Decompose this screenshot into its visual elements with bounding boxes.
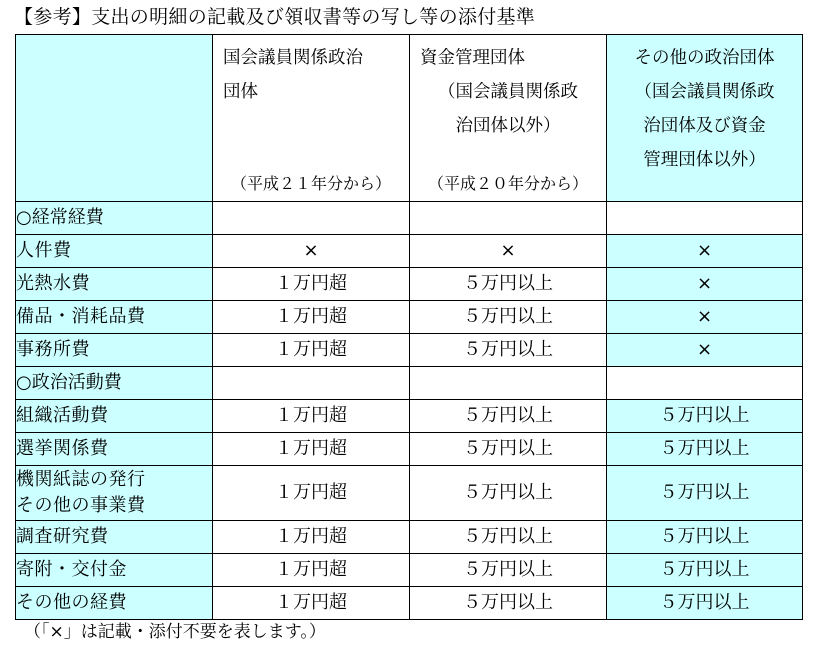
document-title: 【参考】支出の明細の記載及び領収書等の写し等の添付基準 — [14, 6, 536, 28]
value-cell: ５万円以上 — [410, 466, 607, 521]
section-label: ○政治活動費 — [16, 367, 213, 400]
table-row — [16, 433, 803, 466]
header-corner-cell — [16, 35, 213, 202]
table-row — [16, 301, 803, 334]
value-cell: ５万円以上 — [410, 301, 607, 334]
empty-cell — [410, 367, 607, 400]
value-cell: １万円超 — [213, 521, 410, 554]
value-cell: × — [607, 268, 803, 301]
column-header-line: 管理団体以外） — [643, 150, 766, 170]
value-cell: × — [607, 334, 803, 367]
row-label — [16, 466, 213, 521]
column-header-line: （国会議員関係政 — [634, 82, 775, 102]
value-cell: ５万円以上 — [607, 466, 803, 521]
column-header-note: （平成２０年分から） — [427, 174, 588, 193]
value-cell: １万円超 — [213, 587, 410, 620]
column-header-line: 国会議員関係政治 — [223, 48, 363, 68]
column-header-fund-management-groups — [410, 35, 607, 202]
row-label: 選挙関係費 — [16, 433, 213, 466]
column-header-line: 団体 — [223, 82, 258, 102]
value-cell: × — [410, 235, 607, 268]
criteria-table — [15, 34, 803, 620]
value-cell: ５万円以上 — [410, 521, 607, 554]
value-cell: ５万円以上 — [410, 268, 607, 301]
empty-cell — [213, 367, 410, 400]
value-cell: ５万円以上 — [607, 587, 803, 620]
empty-cell — [607, 202, 803, 235]
column-header-line: （国会議員関係政 — [438, 82, 578, 102]
column-header-other-political-groups — [607, 35, 803, 202]
table-row — [16, 334, 803, 367]
row-label-line: その他の事業費 — [16, 495, 146, 516]
table-row — [16, 587, 803, 620]
table-row — [16, 466, 803, 521]
section-row-political-activity-expenses — [16, 367, 803, 400]
column-header-line: 治団体以外） — [455, 116, 561, 136]
column-header-diet-member-groups — [213, 35, 410, 202]
value-cell: × — [607, 301, 803, 334]
section-row-ordinary-expenses — [16, 202, 803, 235]
row-label: 調査研究費 — [16, 521, 213, 554]
row-label-line: 機関紙誌の発行 — [16, 469, 146, 490]
value-cell: × — [607, 235, 803, 268]
value-cell: ５万円以上 — [607, 521, 803, 554]
row-label: 事務所費 — [16, 334, 213, 367]
value-cell: １万円超 — [213, 433, 410, 466]
value-cell: １万円超 — [213, 466, 410, 521]
value-cell: ５万円以上 — [410, 554, 607, 587]
table-row — [16, 554, 803, 587]
footnote: （「×」は記載・添付不要を表します。） — [24, 622, 326, 642]
empty-cell — [607, 367, 803, 400]
row-label: その他の経費 — [16, 587, 213, 620]
column-header-line: 治団体及び資金 — [643, 116, 766, 136]
value-cell: ５万円以上 — [410, 433, 607, 466]
value-cell: ５万円以上 — [410, 400, 607, 433]
column-header-line: その他の政治団体 — [634, 48, 775, 68]
value-cell: １万円超 — [213, 334, 410, 367]
row-label: 備品・消耗品費 — [16, 301, 213, 334]
row-label: 寄附・交付金 — [16, 554, 213, 587]
empty-cell — [213, 202, 410, 235]
table-row — [16, 521, 803, 554]
table-row — [16, 235, 803, 268]
row-label: 光熱水費 — [16, 268, 213, 301]
value-cell: ５万円以上 — [410, 587, 607, 620]
table-row — [16, 268, 803, 301]
value-cell: × — [213, 235, 410, 268]
value-cell: ５万円以上 — [607, 554, 803, 587]
column-header-note: （平成２１年分から） — [230, 174, 391, 193]
column-header-line: 資金管理団体 — [420, 48, 525, 68]
table-row — [16, 400, 803, 433]
value-cell: ５万円以上 — [410, 334, 607, 367]
value-cell: １万円超 — [213, 268, 410, 301]
section-label: ○経常経費 — [16, 202, 213, 235]
row-label: 組織活動費 — [16, 400, 213, 433]
value-cell: ５万円以上 — [607, 400, 803, 433]
row-label: 人件費 — [16, 235, 213, 268]
header-row — [16, 35, 803, 202]
value-cell: ５万円以上 — [607, 433, 803, 466]
empty-cell — [410, 202, 607, 235]
value-cell: １万円超 — [213, 400, 410, 433]
value-cell: １万円超 — [213, 554, 410, 587]
value-cell: １万円超 — [213, 301, 410, 334]
